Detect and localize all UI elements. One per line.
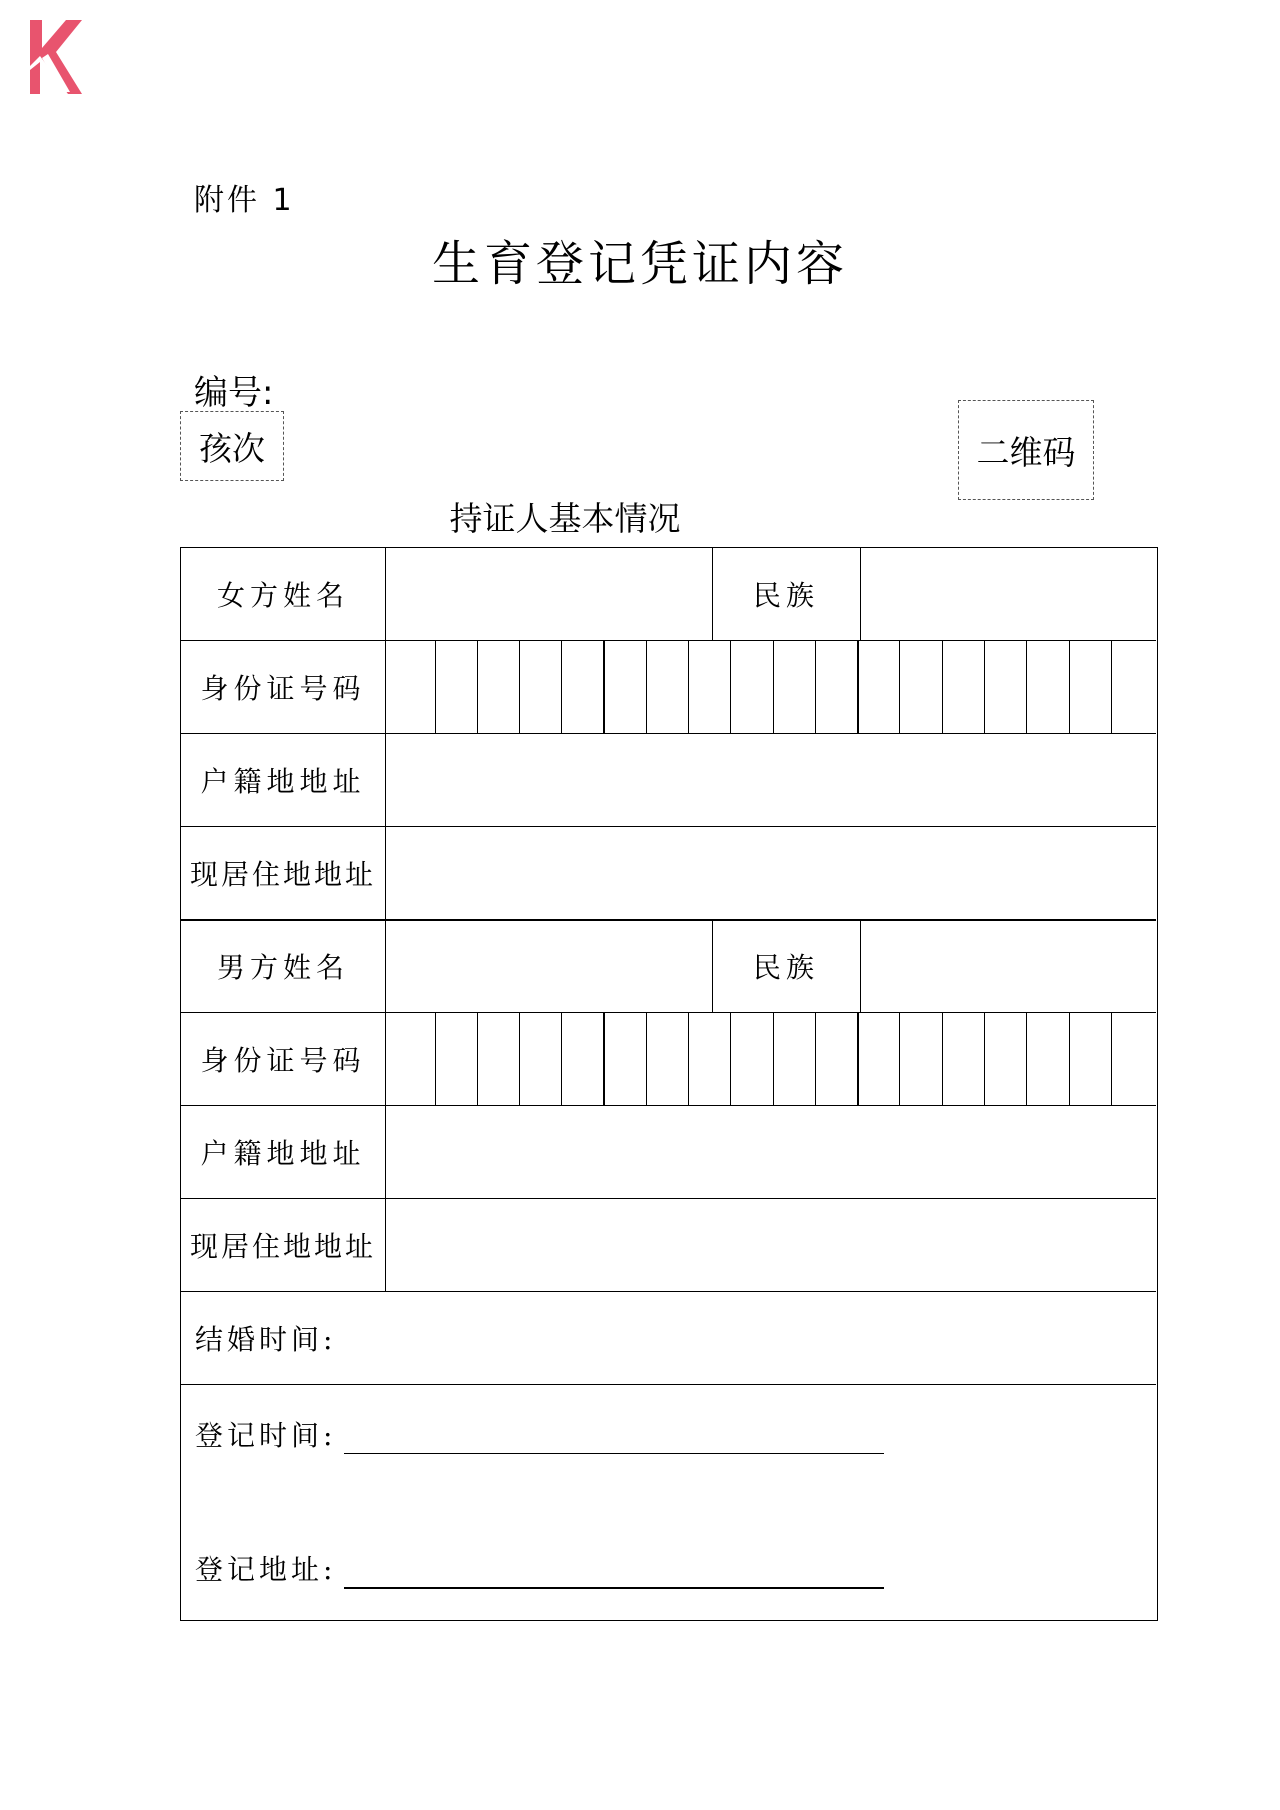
number-label: 编号: (194, 373, 274, 413)
female-name-label: 女方姓名 (216, 579, 349, 612)
female-hukou-field[interactable] (386, 734, 1156, 826)
female-residence-field[interactable] (386, 827, 1156, 919)
male-residence-label: 现居住地地址 (189, 1230, 376, 1263)
qr-code-label: 二维码 (976, 432, 1076, 472)
male-id-label: 身份证号码 (200, 1044, 366, 1077)
female-ethnicity-field[interactable] (861, 548, 1156, 640)
register-time-label: 登记时间: (195, 1419, 337, 1452)
logo-icon (26, 18, 84, 96)
registration-form-table (180, 547, 1158, 1621)
register-address-label: 登记地址: (195, 1553, 337, 1586)
register-address-field[interactable] (344, 1587, 884, 1589)
female-residence-label: 现居住地地址 (189, 858, 376, 891)
female-name-field[interactable] (386, 548, 712, 640)
male-residence-field[interactable] (386, 1199, 1156, 1291)
marriage-time-field[interactable] (341, 1292, 1156, 1384)
female-id-label: 身份证号码 (200, 672, 366, 705)
male-ethnicity-label: 民族 (752, 951, 819, 984)
male-hukou-label: 户籍地地址 (200, 1137, 366, 1170)
child-order-box (180, 411, 284, 481)
male-name-label: 男方姓名 (216, 951, 349, 984)
female-hukou-label: 户籍地地址 (200, 765, 366, 798)
register-time-field[interactable] (344, 1453, 884, 1454)
male-name-field[interactable] (386, 920, 712, 1012)
male-hukou-field[interactable] (386, 1106, 1156, 1198)
marriage-time-label: 结婚时间: (195, 1323, 337, 1356)
attachment-label: 附件 1 (194, 183, 295, 218)
male-ethnicity-field[interactable] (861, 920, 1156, 1012)
section-subtitle: 持证人基本情况 (449, 499, 681, 538)
page-title: 生育登记凭证内容 (431, 236, 848, 292)
female-ethnicity-label: 民族 (752, 579, 819, 612)
qr-code-placeholder (958, 400, 1094, 500)
child-order-label: 孩次 (199, 428, 265, 468)
